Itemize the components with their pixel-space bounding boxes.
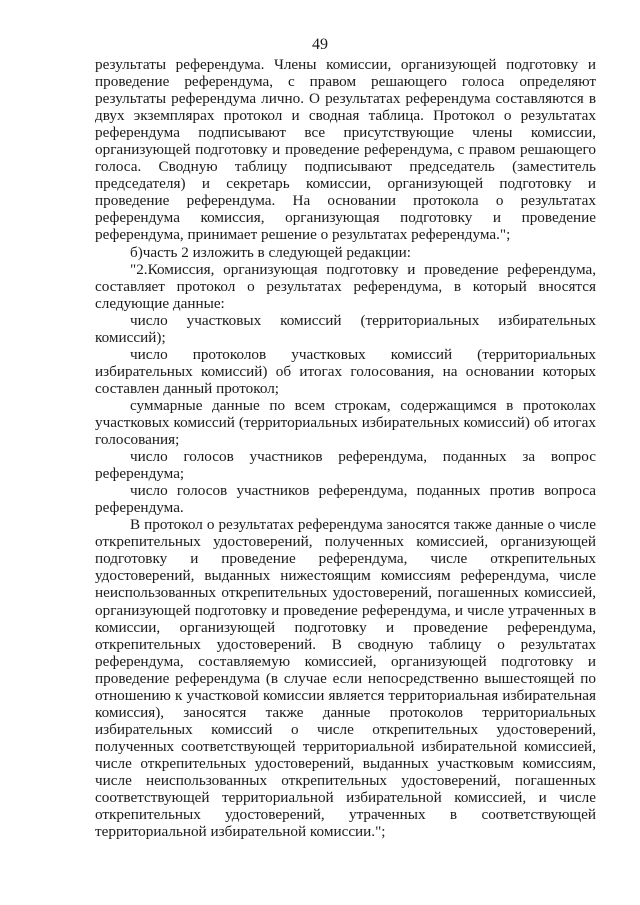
paragraph-referendum-results-signing: результаты референдума. Члены комиссии, организующей подготовку и проведение референдума, с правом решающего голоса определяют результаты референдума лично. О результатах референдума составляются в двух экземплярах протокол и сводная таблица. Протокол о результатах референдума подписывают все присутствующие члены комиссии, организующей подготовку и проведение референдума, с правом решающего голоса. Сводную таблицу подписывают председатель (заместитель председателя) и секретарь комиссии, организующей подготовку и проведение референдума. На основании протокола о результатах референдума комиссия, организующая подготовку и проведение референдума, принимает решение о результатах референдума."; bbox=[95, 56, 596, 244]
list-item-summary-data: суммарные данные по всем строкам, содержащимся в протоколах участковых комиссий (территориальных избирательных комиссий) об итогах голосования; bbox=[95, 396, 596, 449]
list-item-commission-count: число участковых комиссий (территориальных избирательных комиссий); bbox=[95, 311, 596, 346]
list-item-protocol-count: число протоколов участковых комиссий (территориальных избирательных комиссий) об итогах голосования, на основании которых составлен данный протокол; bbox=[95, 345, 596, 397]
paragraph-amendment-part-2: б)часть 2 изложить в следующей редакции: bbox=[130, 243, 411, 261]
list-item-votes-against: число голосов участников референдума, поданных против вопроса референдума. bbox=[95, 482, 596, 517]
paragraph-protocol-data-intro: "2.Комиссия, организующая подготовку и проведение референдума, составляет протокол о результатах референдума, в который вносятся следующие данные: bbox=[95, 260, 596, 312]
paragraph-absentee-certificates: В протокол о результатах референдума заносятся также данные о числе открепительных удостоверений, полученных комиссией, организующей подготовку и проведение референдума, числе открепительных удостоверений, выданных нижестоящим комиссиям референдума, числе неиспользованных открепительных удостоверений, погашенных комиссией, организующей подготовку и проведение референдума, и числе утраченных в комиссии, организующей подготовку и проведение референдума, открепительных удостоверений. В сводную таблицу о результатах референдума, составляемую комиссией, организующей подготовку и проведение референдума (в случае если непосредственно вышестоящей по отношению к участковой комиссии является территориальная избирательная комиссия), заносятся также данные протоколов территориальных избирательных комиссий о числе открепительных удостоверений, полученных соответствующей территориальной избирательной комиссией, числе открепительных удостоверений, выданных участковым комиссиям, числе неиспользованных открепительных удостоверений, погашенных соответствующей территориальной избирательной комиссией, и числе открепительных удостоверений, утраченных в соответствующей территориальной избирательной комиссии."; bbox=[95, 516, 596, 841]
page-number: 49 bbox=[312, 36, 328, 53]
list-item-votes-for: число голосов участников референдума, поданных за вопрос референдума; bbox=[95, 448, 596, 483]
document-body bbox=[95, 56, 596, 840]
